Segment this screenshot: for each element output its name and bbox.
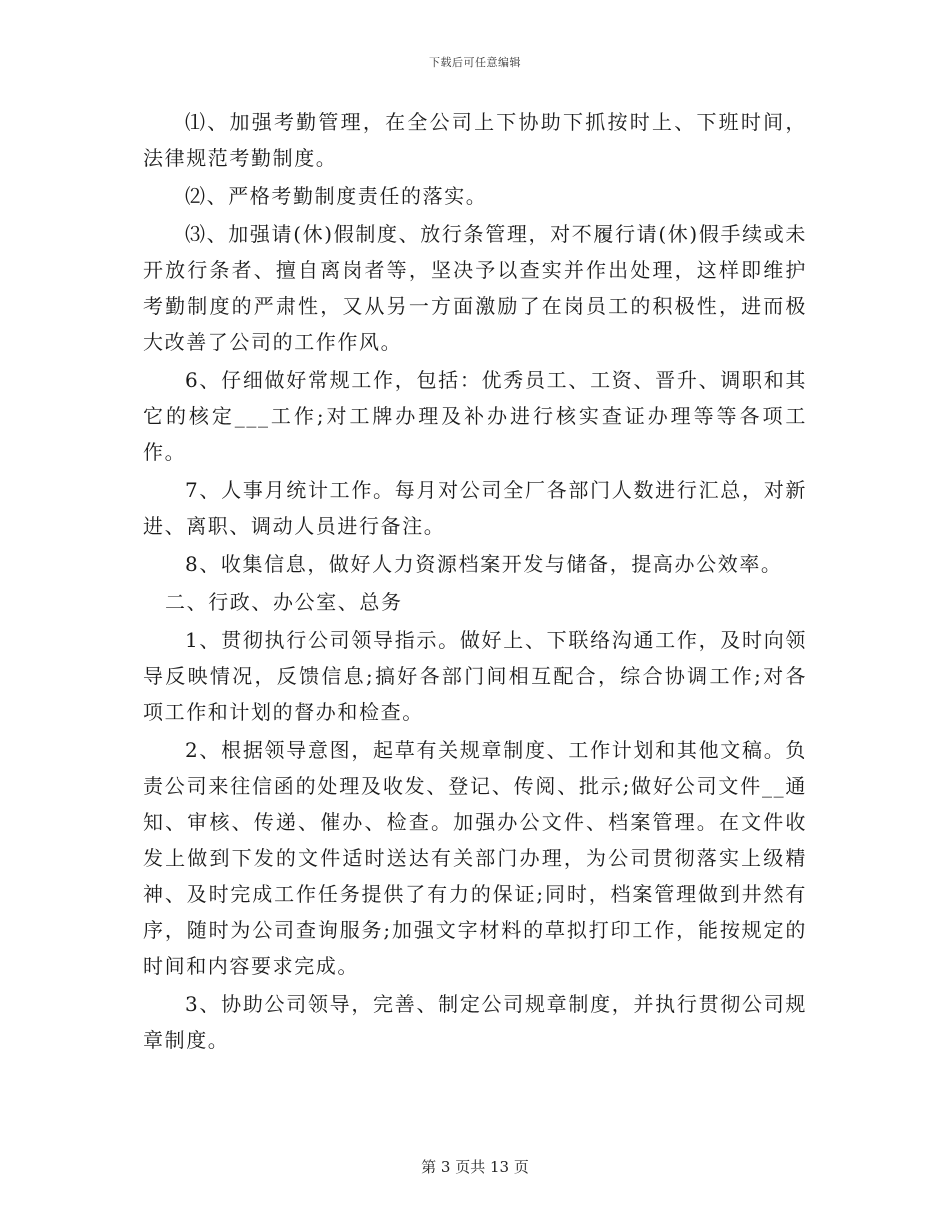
footer-suffix: 页 bbox=[513, 1158, 529, 1176]
paragraph-collect-information: 8、收集信息，做好人力资源档案开发与储备，提高办公效率。 bbox=[185, 552, 783, 576]
footer-total-pages: 13 bbox=[490, 1158, 510, 1176]
paragraph-implement-instructions: 1、贯彻执行公司领导指示。做好上、下联络沟通工作，及时向领导反映情况，反馈信息;搞好各部门间相互配合，综合协调工作;对各项工作和计划的督办和检查。 bbox=[143, 628, 807, 724]
paragraph-assist-leadership: 3、协助公司领导，完善、制定公司规章制度，并执行贯彻公司规章制度。 bbox=[143, 992, 807, 1052]
section-heading-administration: 二、行政、办公室、总务 bbox=[165, 590, 403, 614]
document-body bbox=[143, 104, 807, 1060]
paragraph-leave-system: ⑶、加强请(休)假制度、放行条管理，对不履行请(休)假手续或未开放行条者、擅自离岗者等，坚决予以查实并作出处理，这样即维护考勤制度的严肃性，又从另一方面激励了在岗员工的积极性，进而极大改善了公司的工作作风。 bbox=[143, 222, 807, 354]
footer-middle: 页共 bbox=[455, 1158, 486, 1176]
page-footer bbox=[0, 1156, 950, 1177]
paragraph-attendance-management: ⑴、加强考勤管理，在全公司上下协助下抓按时上、下班时间，法律规范考勤制度。 bbox=[143, 110, 807, 170]
footer-current-page: 3 bbox=[440, 1158, 451, 1176]
paragraph-attendance-responsibility: ⑵、严格考勤制度责任的落实。 bbox=[185, 184, 488, 208]
footer-prefix: 第 bbox=[421, 1158, 437, 1176]
paragraph-monthly-statistics: 7、人事月统计工作。每月对公司全厂各部门人数进行汇总，对新进、离职、调动人员进行备注。 bbox=[143, 478, 807, 538]
paragraph-routine-work: 6、仔细做好常规工作，包括：优秀员工、工资、晋升、调职和其它的核定___工作;对工牌办理及补办进行核实查证办理等等各项工作。 bbox=[143, 368, 807, 464]
page-header: 下载后可任意编辑 bbox=[429, 56, 521, 69]
paragraph-drafting-documents: 2、根据领导意图，起草有关规章制度、工作计划和其他文稿。负责公司来往信函的处理及收发、登记、传阅、批示;做好公司文件__通知、审核、传递、催办、检查。加强办公文件、档案管理。在文件收发上做到下发的文件适时送达有关部门办理，为公司贯彻落实上级精神、及时完成工作任务提供了有力的保证;同时，档案管理做到井然有序，随时为公司查询服务;加强文字材料的草拟打印工作，能按规定的时间和内容要求完成。 bbox=[143, 738, 807, 978]
